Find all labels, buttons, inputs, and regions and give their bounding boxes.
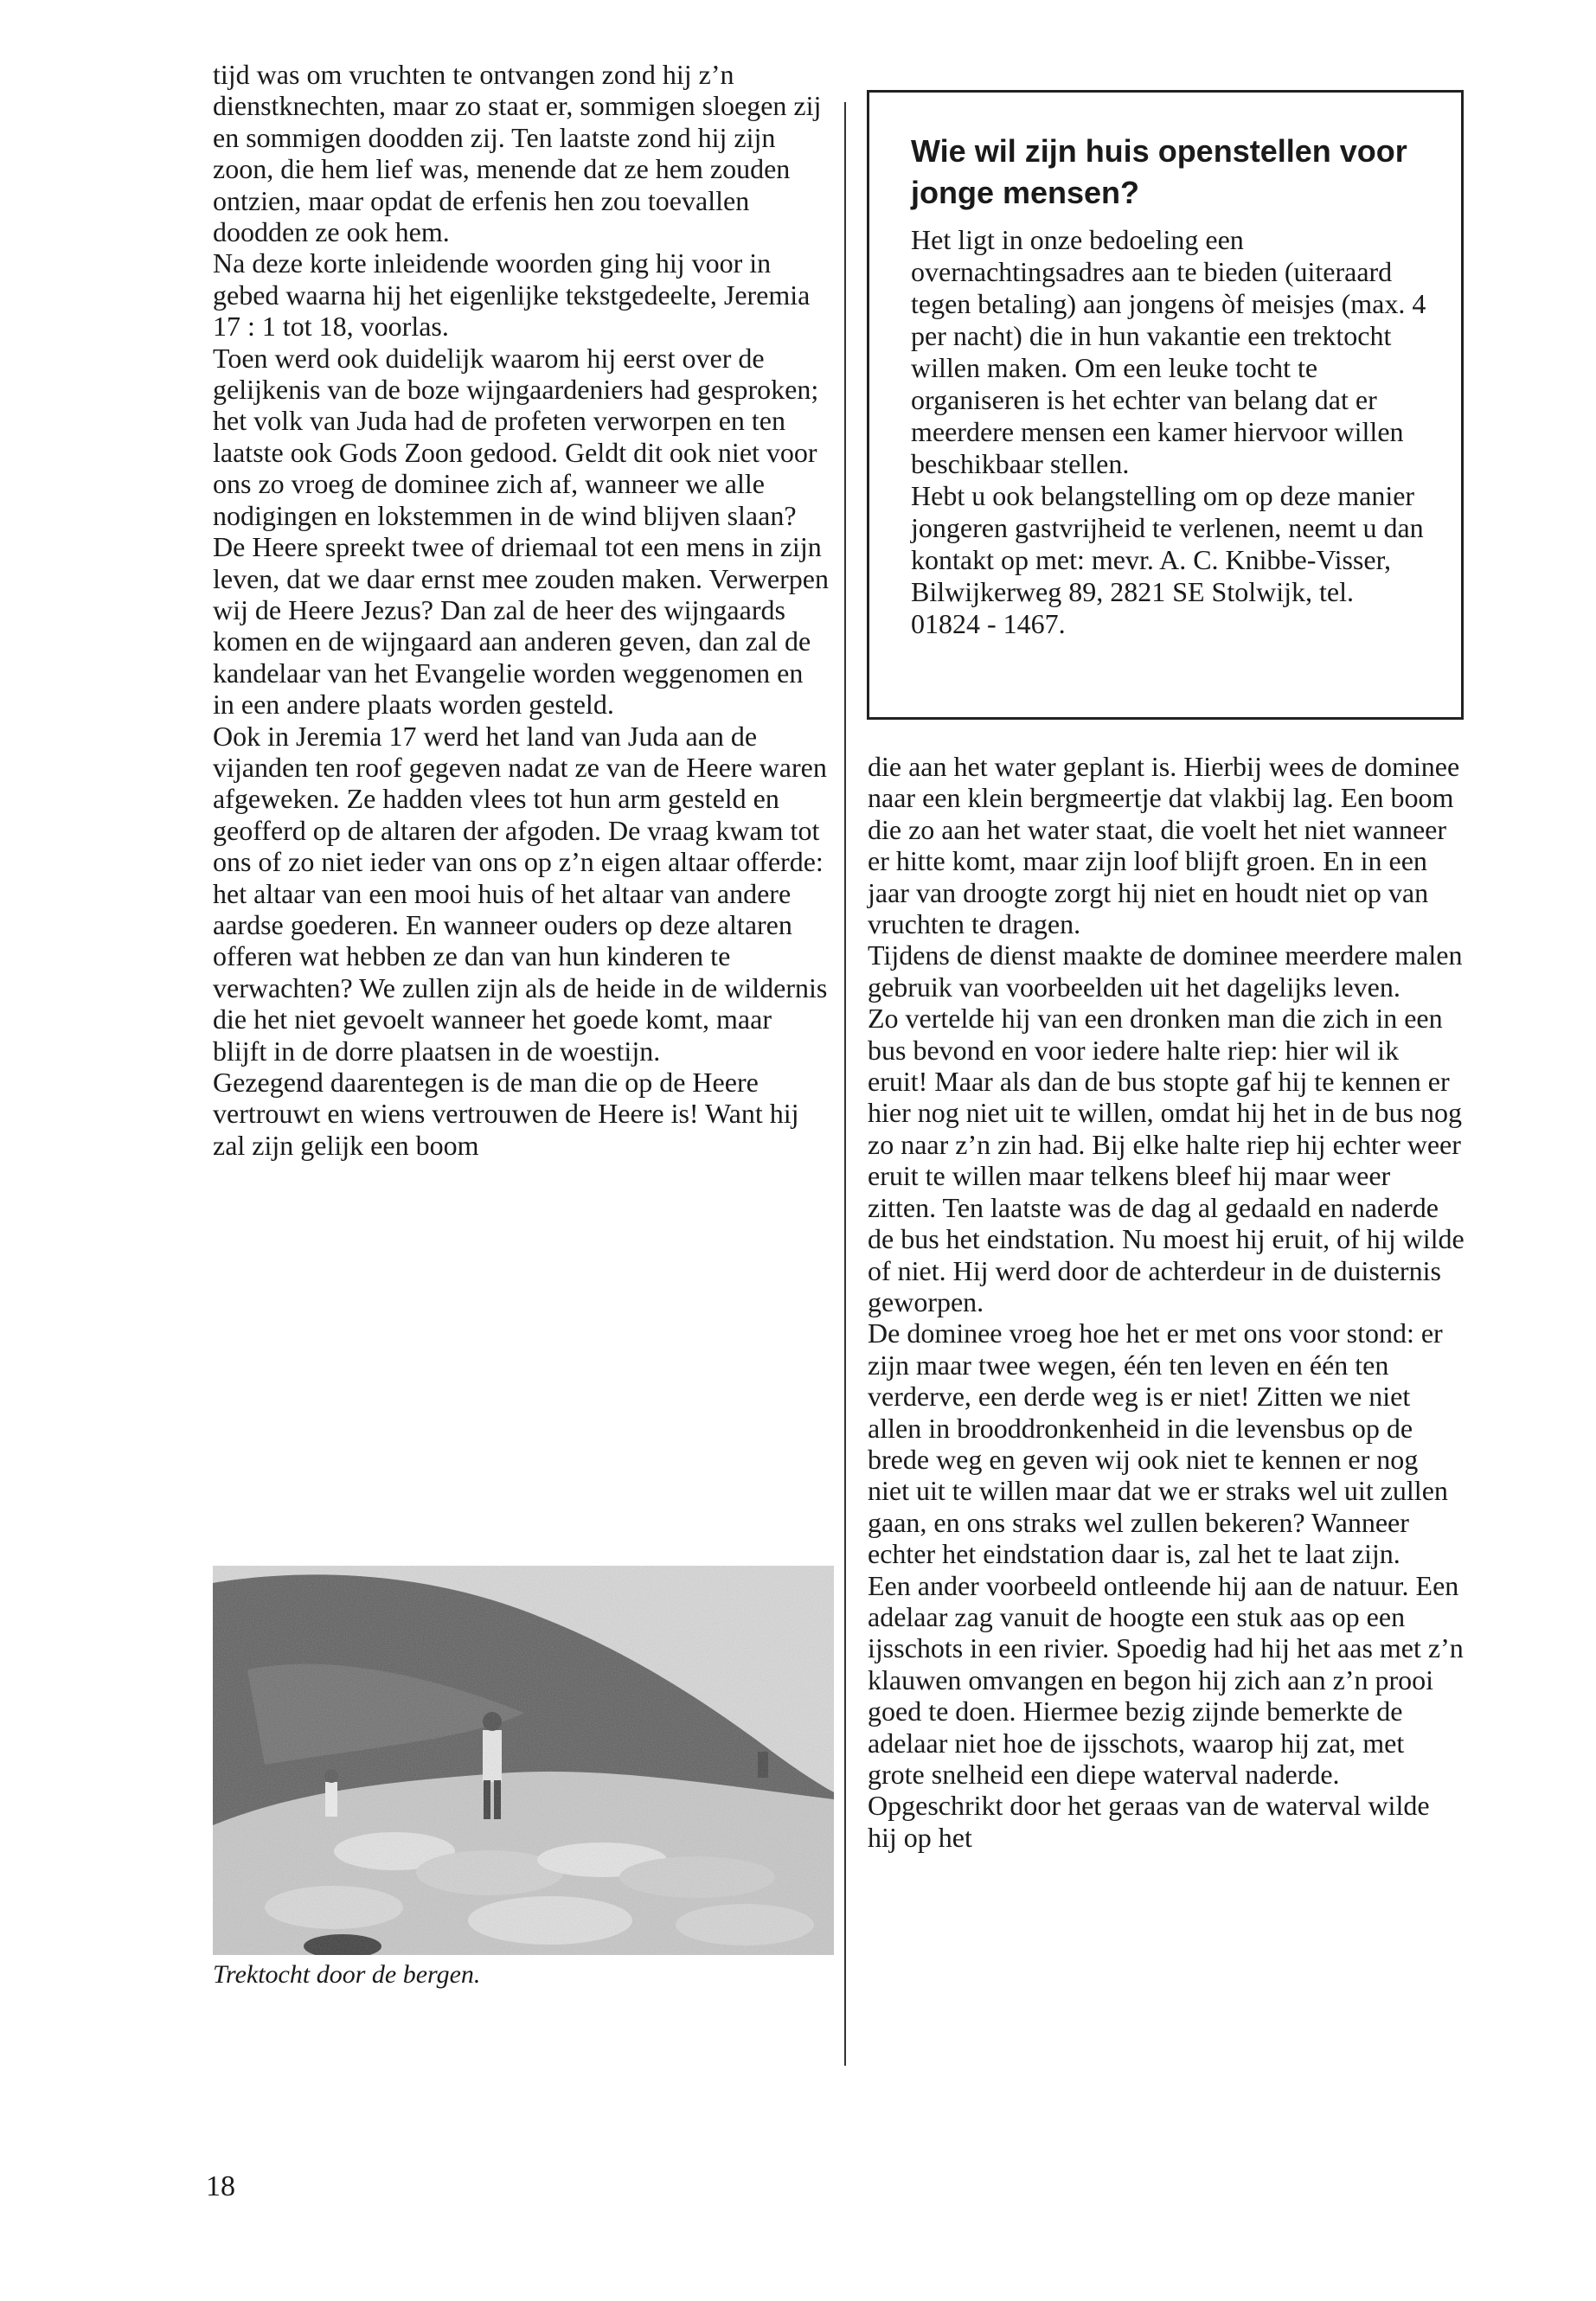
paragraph: Na deze korte inleidende woorden ging hij voor in gebed waarna hij het eigenlijke tekstgedeelte, Jeremia 17 : 1 tot 18, voorlas. <box>213 247 811 343</box>
column-divider <box>844 102 846 2066</box>
paragraph: Ook in Jeremia 17 werd het land van Juda aan de vijanden ten roof gegeven nadat ze van de Heere waren afgeweken. Ze hadden vlees tot hun arm gesteld en geofferd op de altaren der afgoden. De vraag kwam tot ons of zo niet ieder van ons op z’n eigen altaar offerde: het altaar van een mooi huis of het altaar van andere aardse goederen. En wanneer ouders op deze altaren offeren wat hebben ze dan van hun kinderen te verwachten? We zullen zijn als de heide in de wildernis die het niet gevoelt wanneer het goede komt, maar blijft in de dorre plaatsen in de woestijn. <box>213 720 828 1067</box>
paragraph: Toen werd ook duidelijk waarom hij eerst over de gelijkenis van de boze wijngaardeniers had gesproken; het volk van Juda had de profeten verworpen en ten laatste ook Gods Zoon gedood. Geldt dit ook niet voor ons zo vroeg de dominee zich af, wanneer we alle nodigingen en lokstemmen in de wind blijven slaan? De Heere spreekt twee of driemaal tot een mens in zijn leven, dat we daar ernst mee zouden maken. Verwerpen wij de Heere Jezus? Dan zal de heer des wijngaards komen en de wijngaard aan anderen geven, dan zal de kandelaar van het Evangelie worden weggenomen en in een andere plaats worden gesteld. <box>213 342 829 721</box>
paragraph: De dominee vroeg hoe het er met ons voor stond: er zijn maar twee wegen, één ten leven en één ten verderve, een derde weg is er niet! Zitten we niet allen in brooddronkenheid in die levensbus op de brede weg en geven wij ook niet te kennen er nog niet uit te willen maar dat we er straks wel uit zullen gaan, en ons straks wel zullen bekeren? Wanneer echter het eindstation daar is, zal het te laat zijn. <box>868 1317 1448 1570</box>
paragraph: Gezegend daarentegen is de man die op de Heere vertrouwt en wiens vertrouwen de Heere is! Want hij zal zijn gelijk een boom <box>213 1067 799 1161</box>
notice-title: Wie wil zijn huis openstellen voor jonge mensen? <box>911 133 1407 210</box>
mountain-hiking-photo <box>213 1566 834 1955</box>
notice-body <box>911 224 1426 640</box>
right-column-text <box>868 751 1465 1853</box>
paragraph: die aan het water geplant is. Hierbij wees de dominee naar een klein bergmeertje dat vlakbij lag. Een boom die zo aan het water staat, die voelt het niet wanneer er hitte komt, maar zijn loof blijft groen. En in een jaar van droogte zorgt hij niet en houdt niet op van vruchten te dragen. <box>868 751 1460 940</box>
photo-illustration <box>213 1566 834 1955</box>
photo-caption: Trektocht door de bergen. <box>213 1960 481 1989</box>
paragraph: Tijdens de dienst maakte de dominee meerdere malen gebruik van voorbeelden uit het dagelijks leven. <box>868 939 1463 1003</box>
notice-paragraph: Hebt u ook belangstelling om op deze manier jongeren gastvrijheid te verlenen, neemt u dan kontakt op met: mevr. A. C. Knibbe-Visser, Bilwijkerweg 89, 2821 SE Stolwijk, tel. 01824 - 1467. <box>911 480 1424 639</box>
page-number: 18 <box>206 2170 235 2202</box>
notice-paragraph: Het ligt in onze bedoeling een overnachtingsadres aan te bieden (uiteraard tegen betaling) aan jongens òf meisjes (max. 4 per nacht) die in hun vakantie een trektocht willen maken. Om een leuke tocht te organiseren is het echter van belang dat er meerdere mensen een kamer hiervoor willen beschikbaar stellen. <box>911 224 1426 479</box>
paragraph: tijd was om vruchten te ontvangen zond hij z’n dienstknechten, maar zo staat er, sommigen sloegen zij en sommigen doodden zij. Ten laatste zond hij zijn zoon, die hem lief was, menende dat ze hem zouden ontzien, maar opdat de erfenis hen zou toevallen doodden ze ook hem. <box>213 59 822 248</box>
paragraph: Zo vertelde hij van een dronken man die zich in een bus bevond en voor iedere halte riep: hier wil ik eruit! Maar als dan de bus stopte gaf hij te kennen er hier nog niet uit te willen, omdat hij het in de bus nog zo naar z’n zin had. Bij elke halte riep hij echter weer eruit te willen maar telkens bleef hij maar weer zitten. Ten laatste was de dag al gedaald en naderde de bus het eindstation. Nu moest hij eruit, of hij wilde of niet. Hij werd door de achterdeur in de duisternis geworpen. <box>868 1003 1465 1317</box>
notice-box <box>867 90 1464 720</box>
paragraph: Een ander voorbeeld ontleende hij aan de natuur. Een adelaar zag vanuit de hoogte een stuk aas op een ijsschots in een rivier. Spoedig had hij het aas met z’n klauwen omvangen en begon hij zich aan z’n prooi goed te doen. Hiermee bezig zijnde bemerkte de adelaar niet hoe de ijsschots, waarop hij zat, met grote snelheid een diepe waterval naderde. Opgeschrikt door het geraas van de waterval wilde hij op het <box>868 1569 1464 1853</box>
left-column-text <box>213 59 829 1161</box>
